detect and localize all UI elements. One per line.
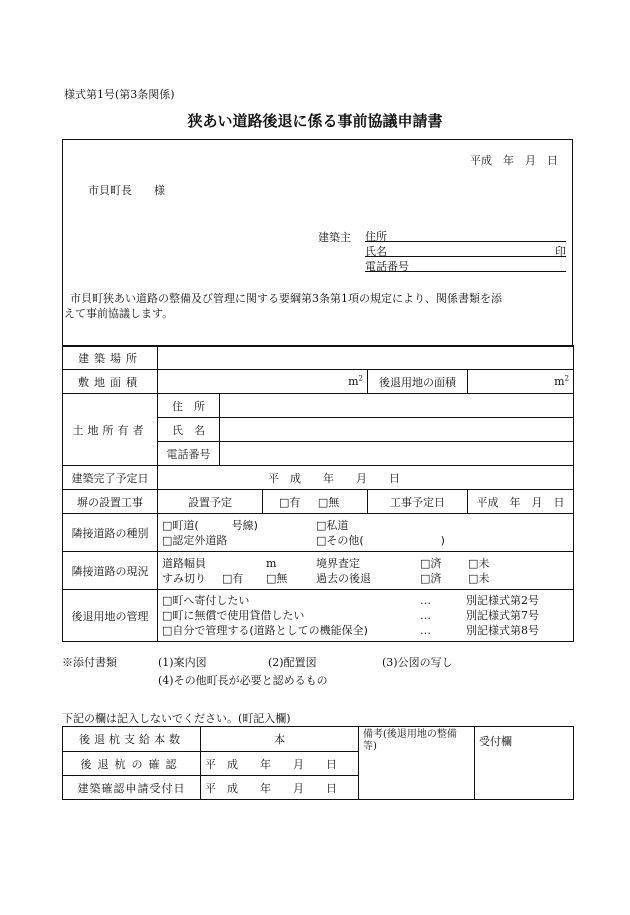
row-site (63, 346, 574, 370)
office-table (62, 726, 574, 800)
boundary-done-checkbox[interactable]: □済 (420, 556, 442, 570)
row-management (63, 590, 574, 642)
corner-no-checkbox[interactable]: □無 (266, 571, 288, 585)
statement-line-2: えて事前協議します。 (64, 307, 174, 320)
corner-yes-checkbox[interactable]: □有 (222, 571, 244, 585)
past-setback-label: 過去の後退 (316, 571, 371, 585)
label-completion: 建築完了予定日 (63, 466, 158, 490)
statement-line-1: 市貝町狭あい道路の整備及び管理に関する要綱第3条第1項の規定により、関係書類を添 (70, 292, 502, 305)
row-stakes (63, 727, 574, 752)
label-fence: 塀の設置工事 (63, 490, 158, 514)
corner-cut-label: すみ切り (162, 571, 206, 585)
label-management: 後退用地の管理 (63, 590, 158, 642)
label-stakes: 後退杭支給本数 (63, 727, 201, 752)
attachments-label: ※添付書類 (62, 656, 117, 669)
attachment-4: (4)その他町長が必要と認めるもの (158, 674, 328, 687)
label-road-type: 隣接道路の種別 (63, 514, 158, 552)
attachment-1: (1)案内図 (158, 656, 207, 669)
stakes-input[interactable] (201, 727, 359, 752)
applicant-phone-line[interactable] (365, 258, 566, 272)
applicant-label: 建築主 (318, 231, 351, 244)
label-setback-area: 後退用地の面積 (368, 370, 468, 394)
remarks-label-2: 等) (363, 741, 377, 752)
stakes-unit: 本 (274, 733, 285, 746)
seal-mark: 印 (555, 245, 566, 258)
other-road-checkbox[interactable]: □その他( ) (316, 533, 445, 547)
confirm-date-input[interactable]: 平 成 年 月 日 (201, 752, 359, 776)
private-road-checkbox[interactable]: □私道 (316, 518, 349, 532)
form-8-ref: 別記様式第8号 (466, 624, 539, 637)
label-accept: 建築確認申請受付日 (63, 776, 201, 800)
fence-choice[interactable] (263, 490, 368, 514)
owner-name-input[interactable] (220, 418, 574, 442)
attachment-3: (3)公図の写し (382, 656, 453, 669)
row-fence (63, 490, 574, 514)
self-manage-checkbox[interactable]: □自分で管理する(道路としての機能保全) (162, 624, 368, 637)
reception-label: 受付欄 (479, 735, 512, 748)
form-2-ref: 別記様式第2号 (466, 594, 539, 607)
label-owner-name: 氏 名 (158, 418, 220, 442)
setback-area-input[interactable]: $m^2$ (468, 370, 574, 394)
accept-date-input[interactable]: 平 成 年 月 日 (201, 776, 359, 800)
form-title: 狭あい道路後退に係る事前協議申請書 (187, 112, 443, 130)
fence-yes-checkbox[interactable]: □有 (279, 495, 301, 509)
applicant-address-line[interactable] (365, 228, 566, 242)
management-options: □町へ寄付したい … 別記様式第2号 □町に無償で使用貸借したい … 別記様式第7号 □自分で管理する(道路としての機能保全) … 別記様式第8号 (158, 590, 574, 642)
attachment-2: (2)配置図 (268, 656, 317, 669)
label-work-date: 工事予定日 (368, 490, 468, 514)
town-road-checkbox[interactable]: □町道( 号線) (162, 518, 258, 532)
owner-address-input[interactable] (220, 394, 574, 418)
road-status-options (158, 552, 574, 590)
label-owner-address: 住 所 (158, 394, 220, 418)
past-not-done-checkbox[interactable]: □未 (468, 571, 490, 585)
completion-date-input[interactable]: 平 成 年 月 日 (158, 466, 574, 490)
label-owner-phone: 電話番号 (158, 442, 220, 466)
row-owner-address (63, 394, 574, 418)
label-owner: 土地所有者 (63, 394, 158, 466)
work-date-input[interactable]: 平成 年 月 日 (468, 490, 574, 514)
form-7-ref: 別記様式第7号 (466, 609, 539, 622)
site-input[interactable] (158, 346, 574, 370)
form-number: 様式第1号(第3条関係) (64, 88, 175, 101)
label-site: 建築場所 (63, 346, 158, 370)
fence-no-checkbox[interactable]: □無 (317, 495, 340, 509)
application-table (62, 345, 574, 642)
addressee: 市貝町長 様 (88, 184, 165, 197)
road-width-label: 道路幅員 (162, 556, 206, 570)
label-fence-plan: 設置予定 (158, 490, 263, 514)
phone-label: 電話番号 (365, 260, 409, 273)
application-date: 平成 年 月 日 (470, 154, 558, 167)
label-road-status: 隣接道路の現況 (63, 552, 158, 590)
label-site-area: 敷地面積 (63, 370, 158, 394)
row-completion (63, 466, 574, 490)
remarks-label-1: 備考(後退用地の整備 (363, 729, 457, 740)
office-note: 下記の欄は記入しないでください。(町記入欄) (62, 712, 291, 725)
road-width-unit: m (266, 556, 277, 570)
applicant-name-line[interactable] (365, 243, 566, 257)
donate-checkbox[interactable]: □町へ寄付したい (162, 594, 250, 607)
address-label: 住所 (365, 230, 387, 243)
remarks-cell[interactable] (359, 727, 475, 800)
boundary-not-done-checkbox[interactable]: □未 (468, 556, 490, 570)
road-type-options (158, 514, 574, 552)
uncertified-road-checkbox[interactable]: □認定外道路 (162, 533, 228, 547)
row-road-type (63, 514, 574, 552)
name-label: 氏名 (365, 245, 387, 258)
loan-checkbox[interactable]: □町に無償で使用貸借したい (162, 609, 305, 622)
row-road-status (63, 552, 574, 590)
reception-cell[interactable] (475, 727, 574, 800)
label-confirm: 後退杭の確認 (63, 752, 201, 776)
site-area-input[interactable]: $m^2$ (158, 370, 368, 394)
row-area (63, 370, 574, 394)
owner-phone-input[interactable] (220, 442, 574, 466)
boundary-label: 境界査定 (316, 556, 360, 570)
past-done-checkbox[interactable]: □済 (420, 571, 442, 585)
